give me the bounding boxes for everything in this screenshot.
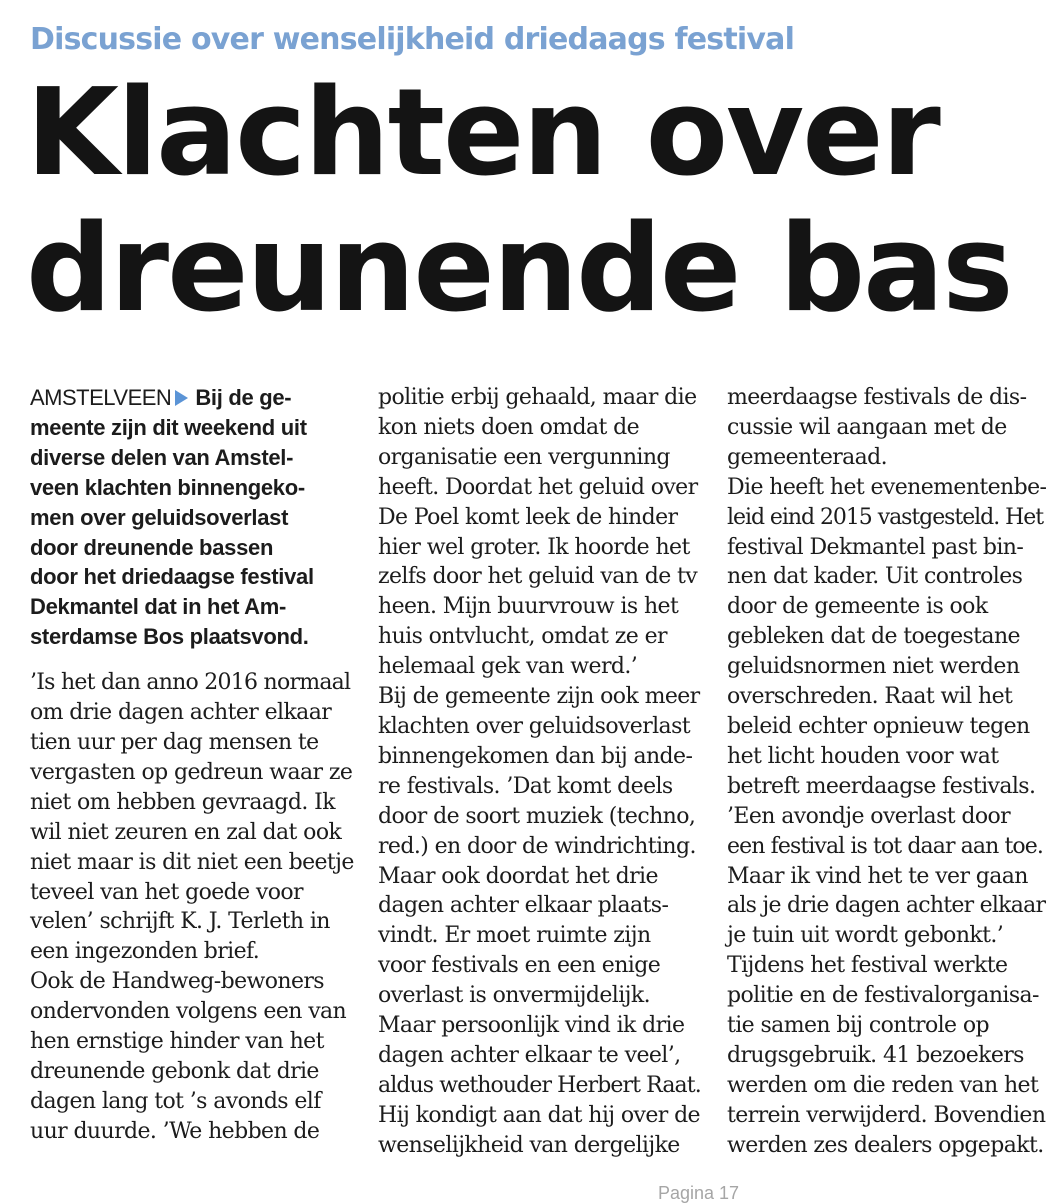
text-line: tie samen bij controle op [727,1013,989,1039]
text-line: voor festivals en een enige [378,953,661,979]
text-line: hen ernstige hinder van het [30,1029,324,1055]
text-line: hier wel groter. Ik hoorde het [378,534,690,560]
lead-paragraph [30,383,350,652]
text-line: red.) en door de windrichting. [378,833,696,859]
text-line: teveel van het goede voor [30,879,303,905]
text-line: dreunende gebonk dat drie [30,1058,319,1084]
text-line: sterdamse Bos plaatsvond. [30,624,309,650]
text-line: heeft. Doordat het geluid over [378,474,698,500]
text-line: leid eind 2015 vastgesteld. Het [727,504,1043,530]
article-column-1 [30,383,354,1147]
arrow-right-icon [175,390,188,406]
text-line: huis ontvlucht, omdat ze er [378,624,667,650]
text-line: dagen lang tot ’s avonds elf [30,1088,321,1114]
text-line: tien uur per dag mensen te [30,729,319,755]
text-line: Maar ik vind het te ver gaan [727,863,1028,889]
text-line: dagen achter elkaar te veel’, [378,1042,681,1068]
text-line: ’Een avondje overlast door [727,803,1011,829]
page-number-label: Pagina 17 [658,1183,740,1203]
text-line: door dreunende bassen [30,534,274,560]
text-line: veen klachten binnengeko- [30,474,305,500]
text-line: terrein verwijderd. Bovendien [727,1102,1046,1128]
text-line: men over geluidsoverlast [30,504,289,530]
text-line: meente zijn dit weekend uit [30,414,307,440]
text-line: Tijdens het festival werkte [727,953,1008,979]
text-line: Maar ook doordat het drie [378,863,658,889]
text-line: Dekmantel dat in het Am- [30,594,287,620]
text-line: om drie dagen achter elkaar [30,700,332,726]
text-line: gebleken dat de toegestane [727,624,1020,650]
text-line: kon niets doen omdat de [378,414,640,440]
article-headline [26,66,1036,338]
column-1-text [30,668,354,1147]
text-line: beleid echter opnieuw tegen [727,713,1030,739]
text-line: overlast is onvermijdelijk. [378,983,651,1009]
text-line: Bij de gemeente zijn ook meer [378,684,700,710]
text-line: politie en de festivalorganisa- [727,983,1039,1009]
dateline: AMSTELVEEN [30,385,172,410]
text-line: dagen achter elkaar plaats- [378,893,669,919]
text-line: drugsgebruik. 41 bezoekers [727,1042,1024,1068]
text-line: re festivals. ’Dat komt deels [378,773,673,799]
text-line: zelfs door het geluid van de tv [378,564,698,590]
article-column-3 [727,383,1046,1161]
text-line: je tuin uit wordt gebonkt.’ [727,923,1004,949]
text-line: nen dat kader. Uit controles [727,564,1023,590]
text-line: wenselijkheid van dergelijke [378,1132,680,1158]
text-line: een festival is tot daar aan toe. [727,833,1043,859]
text-line: gemeenteraad. [727,444,888,470]
text-line: door de gemeente is ook [727,594,988,620]
text-line: De Poel komt leek de hinder [378,504,678,530]
text-line: Maar persoonlijk vind ik drie [378,1013,685,1039]
text-line: organisatie een vergunning [378,444,670,470]
lead-lines [30,413,350,652]
text-line: festival Dekmantel past bin- [727,534,1024,560]
headline-line: Klachten over [26,64,939,203]
text-line: niet maar is dit niet een beetje [30,849,354,875]
text-line: helemaal gek van werd.’ [378,654,638,680]
column-3-text [727,383,1046,1161]
text-line: aldus wethouder Herbert Raat. [378,1072,701,1098]
text-line: werden om die reden van het [727,1072,1039,1098]
text-line: klachten over geluidsoverlast [378,713,691,739]
text-line: geluidsnormen niet werden [727,654,1020,680]
text-line: velen’ schrijft K. J. Terleth in [30,909,330,935]
text-line: politie erbij gehaald, maar die [378,385,697,410]
text-line: cussie wil aangaan met de [727,414,1007,440]
text-line: het licht houden voor wat [727,743,999,769]
text-line: vindt. Er moet ruimte zijn [378,923,651,949]
text-line: werden zes dealers opgepakt. [727,1132,1044,1158]
article-kicker: Discussie over wenselijkheid driedaags festival [30,22,795,57]
text-line: door de soort muziek (techno, [378,803,696,829]
text-line: Die heeft het evenementenbe- [727,474,1046,500]
lead-first-line [30,383,350,413]
text-line: betreft meerdaagse festivals. [727,773,1036,799]
headline-line: dreunende bas [26,200,1012,339]
text-line: wil niet zeuren en zal dat ook [30,819,342,845]
text-line: als je drie dagen achter elkaar [727,893,1046,919]
text-line: een ingezonden brief. [30,939,260,965]
column-2-text [378,383,701,1161]
article-column-2 [378,383,701,1161]
text-line: vergasten op gedreun waar ze [30,759,353,785]
text-line: ondervonden volgens een van [30,999,347,1025]
text-line: meerdaagse festivals de dis- [727,385,1027,410]
text-line: uur duurde. ’We hebben de [30,1118,320,1144]
lead-text-start: Bij de ge- [195,385,292,410]
text-line: ’Is het dan anno 2016 normaal [30,670,351,696]
text-line: overschreden. Raat wil het [727,684,1013,710]
text-line: niet om hebben gevraagd. Ik [30,789,335,815]
text-line: Hij kondigt aan dat hij over de [378,1102,700,1128]
text-line: heen. Mijn buurvrouw is het [378,594,679,620]
text-line: diverse delen van Amstel- [30,444,294,470]
text-line: binnengekomen dan bij ande- [378,743,693,769]
text-line: Ook de Handweg-bewoners [30,969,324,995]
text-line: door het driedaagse festival [30,564,314,590]
